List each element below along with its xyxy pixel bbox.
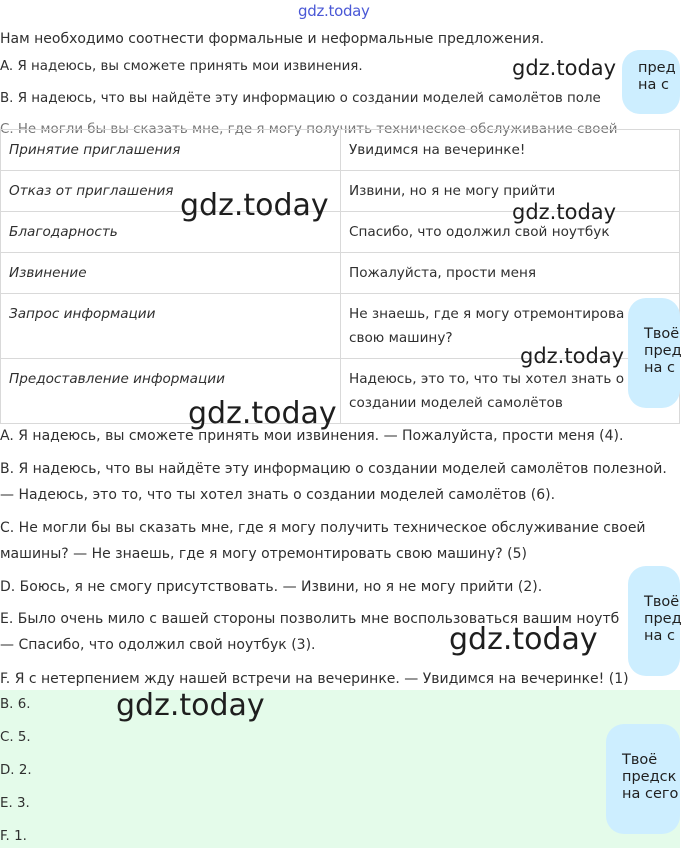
promo-text: на с — [638, 77, 669, 93]
short-answer: B. 6. — [0, 697, 31, 712]
short-answer-panel — [0, 690, 680, 848]
table-row — [1, 359, 680, 424]
promo-text: Твоё — [644, 594, 680, 610]
table-cell-phrase: Пожалуйста, прости меня — [341, 253, 680, 294]
watermark: gdz.today — [520, 344, 625, 368]
phrase-line: Надеюсь, это то, что ты хотел знать о — [349, 371, 625, 387]
table-cell-phrase: Спасибо, что одолжил свой ноутбук — [341, 212, 680, 253]
short-answer: F. 1. — [0, 829, 27, 844]
site-logo[interactable]: gdz.today — [298, 2, 370, 20]
short-answer: E. 3. — [0, 796, 30, 811]
promo-bubble[interactable] — [628, 298, 680, 408]
watermark: gdz.today — [449, 622, 598, 657]
phrase-line: создании моделей самолётов — [349, 395, 563, 411]
answer-e-line1: E. Было очень мило с вашей стороны позволить мне воспользоваться вашим ноутб — [0, 611, 620, 627]
table-cell-category: Благодарность — [1, 212, 341, 253]
promo-text: на с — [644, 360, 675, 376]
table-cell-category: Запрос информации — [1, 294, 341, 359]
promo-text: пред — [644, 343, 682, 359]
watermark: gdz.today — [512, 56, 617, 80]
answer-b-line2: — Надеюсь, это то, что ты хотел знать о создании моделей самолётов (6). — [0, 487, 556, 503]
question-c-partial: C. Не могли бы вы сказать мне, где я могу получить техническое обслуживание своей — [0, 122, 618, 137]
watermark: gdz.today — [512, 200, 617, 224]
table-cell-phrase: Извини, но я не могу прийти — [341, 171, 680, 212]
answer-f: F. Я с нетерпением жду нашей встречи на вечеринке. — Увидимся на вечеринке! (1) — [0, 671, 629, 687]
answer-b-line1: B. Я надеюсь, что вы найдёте эту информацию о создании моделей самолётов полезной. — [0, 461, 667, 477]
table-row — [1, 130, 680, 171]
table-cell-category: Предоставление информации — [1, 359, 341, 424]
promo-text: Твоё — [622, 752, 658, 768]
question-b: B. Я надеюсь, что вы найдёте эту информацию о создании моделей самолётов поле — [0, 91, 601, 106]
table-row — [1, 253, 680, 294]
promo-bubble[interactable] — [628, 566, 680, 676]
table-cell-category: Отказ от приглашения — [1, 171, 341, 212]
promo-text: Твоё — [644, 326, 680, 342]
watermark: gdz.today — [116, 688, 265, 723]
watermark: gdz.today — [180, 188, 329, 223]
answer-c-line1: C. Не могли бы вы сказать мне, где я могу получить техническое обслуживание своей — [0, 520, 646, 536]
answer-c-line2: машины? — Не знаешь, где я могу отремонтировать свою машину? (5) — [0, 546, 527, 562]
table-cell-phrase: Увидимся на вечеринке! — [341, 130, 680, 171]
phrase-line: свою машину? — [349, 330, 453, 346]
answer-a: A. Я надеюсь, вы сможете принять мои извинения. — Пожалуйста, прости меня (4). — [0, 428, 624, 444]
short-answer: C. 5. — [0, 730, 31, 745]
question-a: A. Я надеюсь, вы сможете принять мои извинения. — [0, 59, 363, 74]
table-cell-category: Принятие приглашения — [1, 130, 341, 171]
promo-text: на с — [644, 628, 675, 644]
promo-text: предск — [622, 769, 677, 785]
promo-text: на сего — [622, 786, 679, 802]
matching-table — [0, 129, 680, 424]
short-answer: D. 2. — [0, 763, 32, 778]
watermark: gdz.today — [188, 396, 337, 431]
answer-d: D. Боюсь, я не смогу присутствовать. — Извини, но я не могу прийти (2). — [0, 579, 543, 595]
promo-text: пред — [644, 611, 682, 627]
promo-bubble[interactable] — [622, 50, 680, 114]
promo-text: пред — [638, 60, 676, 76]
table-cell-category: Извинение — [1, 253, 341, 294]
task-intro: Нам необходимо соотнести формальные и неформальные предложения. — [0, 31, 545, 47]
phrase-line: Не знаешь, где я могу отремонтирова — [349, 306, 625, 322]
promo-bubble[interactable] — [606, 724, 680, 834]
answer-e-line2: — Спасибо, что одолжил свой ноутбук (3). — [0, 637, 316, 653]
